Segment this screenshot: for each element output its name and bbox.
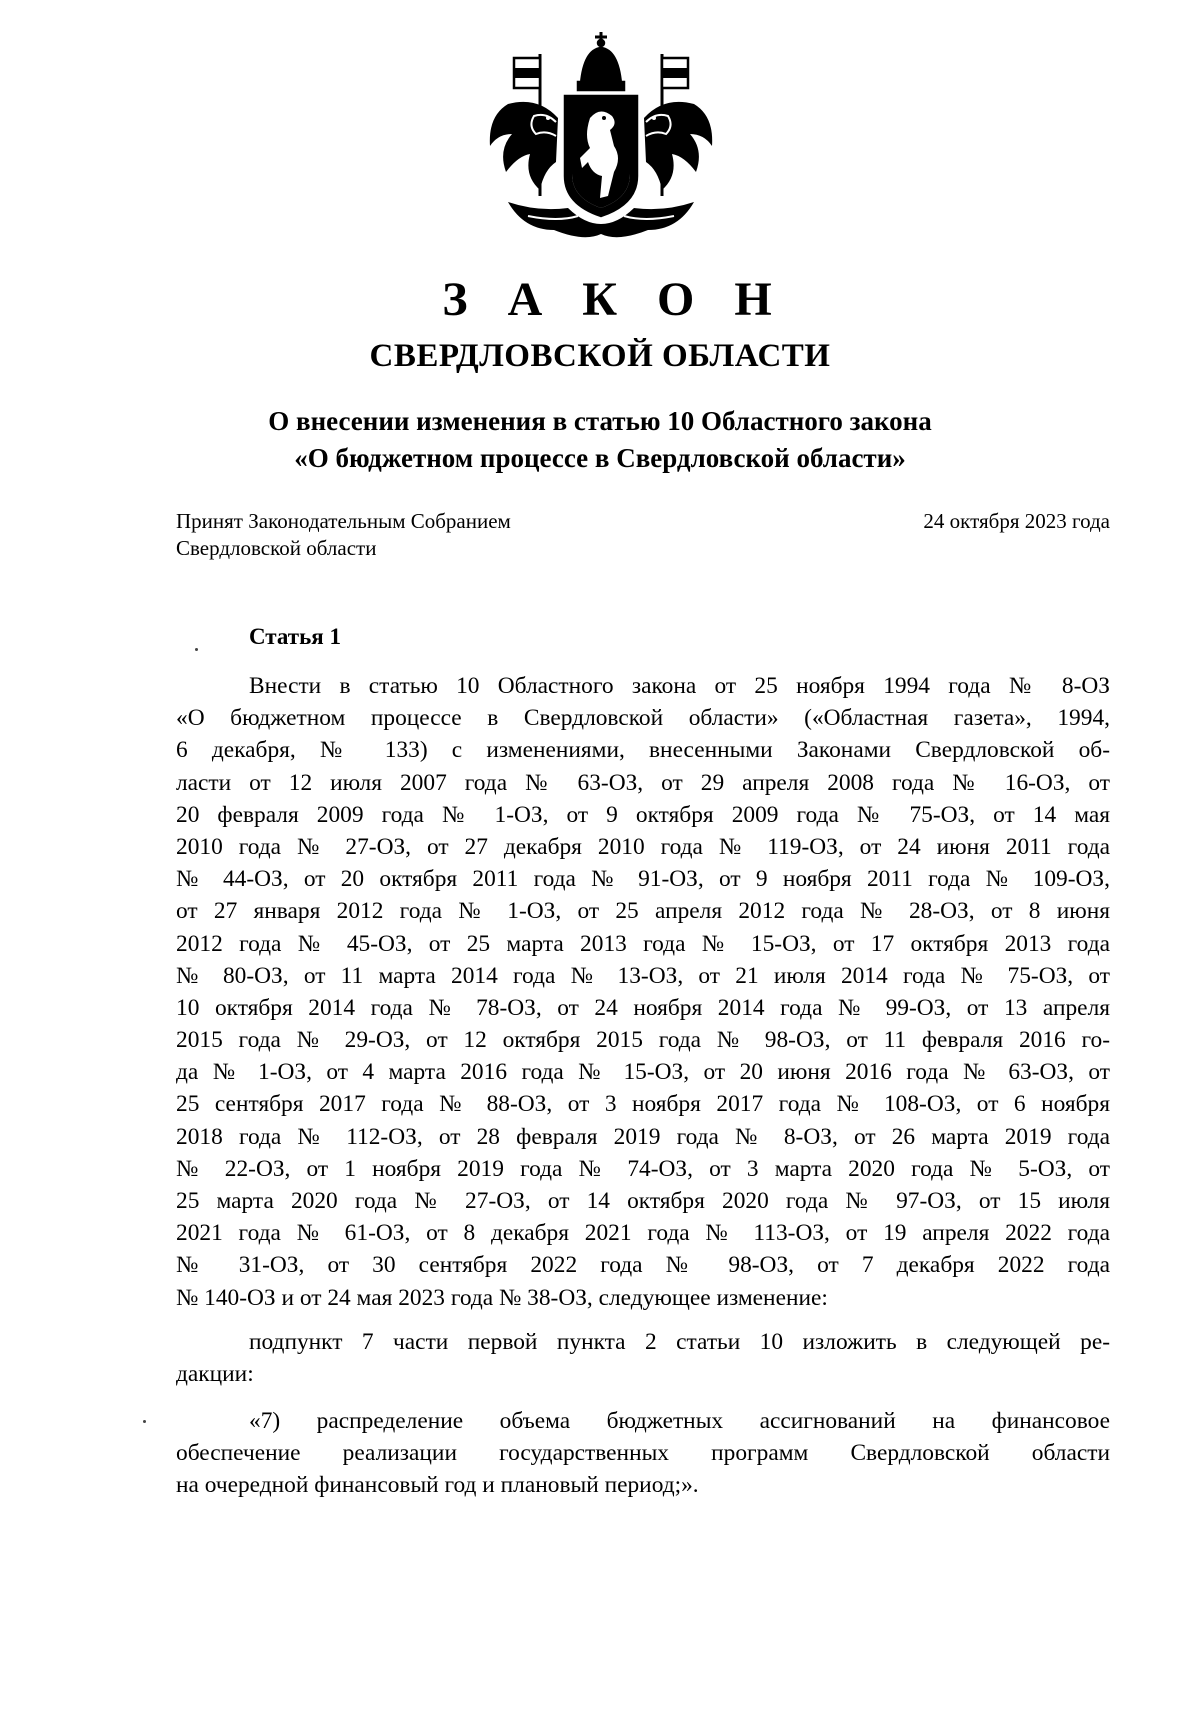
article-paragraph-3 xyxy=(176,1405,1110,1502)
document-subtitle-line2: «О бюджетном процессе в Свердловской области» xyxy=(294,443,906,473)
adoption-body xyxy=(176,508,511,562)
paragraph-line: № 80-ОЗ, от 11 марта 2014 года № 13-ОЗ, от 21 июля 2014 года № 75-ОЗ, от xyxy=(176,962,1110,989)
article-paragraph-1 xyxy=(176,670,1110,1314)
paragraph-line: 20 февраля 2009 года № 1-ОЗ, от 9 октября 2009 года № 75-ОЗ, от 14 мая xyxy=(176,801,1110,828)
paragraph-line: да № 1-ОЗ, от 4 марта 2016 года № 15-ОЗ, от 20 июня 2016 года № 63-ОЗ, от xyxy=(176,1059,1110,1086)
paragraph-line: № 22-ОЗ, от 1 ноября 2019 года № 74-ОЗ, от 3 марта 2020 года № 5-ОЗ, от xyxy=(176,1155,1110,1182)
paragraph-line: ласти от 12 июля 2007 года № 63-ОЗ, от 29 апреля 2008 года № 16-ОЗ, от xyxy=(176,769,1110,796)
paragraph-line: «О бюджетном процессе в Свердловской области» («Областная газета», 1994, xyxy=(176,705,1110,732)
document-region: СВЕРДЛОВСКОЙ ОБЛАСТИ xyxy=(369,338,831,374)
paragraph-line: на очередной финансовый год и плановый период;». xyxy=(176,1472,699,1499)
paragraph-line: от 27 января 2012 года № 1-ОЗ, от 25 апреля 2012 года № 28-ОЗ, от 8 июня xyxy=(176,898,1110,925)
adoption-body-line: Свердловской области xyxy=(176,536,377,560)
paragraph-line: «7) распределение объема бюджетных ассигнований на финансовое xyxy=(249,1408,1110,1434)
paragraph-line: 2012 года № 45-ОЗ, от 25 марта 2013 года № 15-ОЗ, от 17 октября 2013 года xyxy=(176,930,1110,957)
document-subtitle-line1: О внесении изменения в статью 10 Областного закона xyxy=(268,406,932,436)
paragraph-line: дакции: xyxy=(176,1361,254,1388)
paragraph-line: № 44-ОЗ, от 20 октября 2011 года № 91-ОЗ, от 9 ноября 2011 года № 109-ОЗ, xyxy=(176,866,1110,893)
sverdlovsk-coat-of-arms-icon xyxy=(468,26,734,244)
paragraph-line: 2010 года № 27-ОЗ, от 27 декабря 2010 года № 119-ОЗ, от 24 июня 2011 года xyxy=(176,833,1110,860)
adoption-date: 24 октября 2023 года xyxy=(923,509,1110,533)
paragraph-line: № 31-ОЗ, от 30 сентября 2022 года № 98-ОЗ, от 7 декабря 2022 года xyxy=(176,1252,1110,1279)
paragraph-line: 2018 года № 112-ОЗ, от 28 февраля 2019 года № 8-ОЗ, от 26 марта 2019 года xyxy=(176,1123,1110,1150)
scan-speck xyxy=(143,1420,146,1423)
paragraph-line: 25 сентября 2017 года № 88-ОЗ, от 3 ноября 2017 года № 108-ОЗ, от 6 ноября xyxy=(176,1091,1110,1118)
article-paragraph-2 xyxy=(176,1326,1110,1390)
paragraph-line: 6 декабря, № 133) с изменениями, внесенными Законами Свердловской об- xyxy=(176,737,1110,764)
paragraph-line: 2021 года № 61-ОЗ, от 8 декабря 2021 года № 113-ОЗ, от 19 апреля 2022 года xyxy=(176,1220,1110,1247)
paragraph-line: Внести в статью 10 Областного закона от 25 ноября 1994 года № 8-ОЗ xyxy=(249,673,1110,699)
adoption-body-line: Принят Законодательным Собранием xyxy=(176,509,511,533)
document-title: З А К О Н xyxy=(442,273,786,326)
article-heading: Статья 1 xyxy=(249,624,341,649)
scan-speck xyxy=(195,648,198,651)
paragraph-line: 10 октября 2014 года № 78-ОЗ, от 24 ноября 2014 года № 99-ОЗ, от 13 апреля xyxy=(176,994,1110,1021)
paragraph-line: обеспечение реализации государственных программ Свердловской области xyxy=(176,1440,1110,1467)
paragraph-line: 25 марта 2020 года № 27-ОЗ, от 14 октября 2020 года № 97-ОЗ, от 15 июля xyxy=(176,1188,1110,1214)
paragraph-line: № 140-ОЗ и от 24 мая 2023 года № 38-ОЗ, следующее изменение: xyxy=(176,1284,828,1311)
paragraph-line: подпункт 7 части первой пункта 2 статьи 10 изложить в следующей ре- xyxy=(249,1329,1110,1355)
paragraph-line: 2015 года № 29-ОЗ, от 12 октября 2015 года № 98-ОЗ, от 11 февраля 2016 го- xyxy=(176,1027,1110,1054)
